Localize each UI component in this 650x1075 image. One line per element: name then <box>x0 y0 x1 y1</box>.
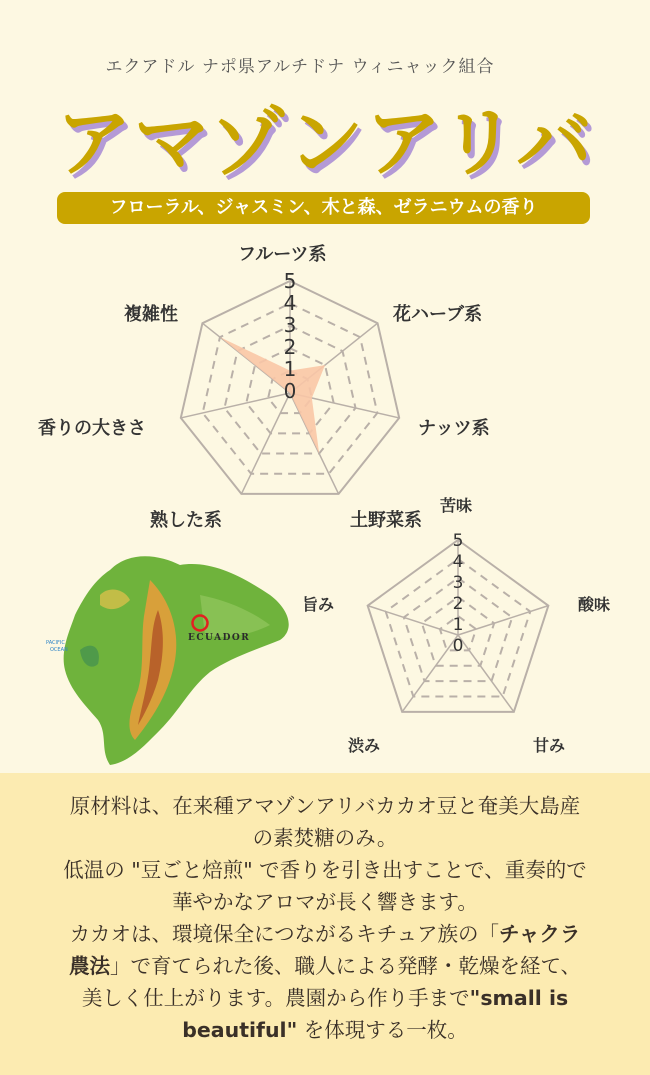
radar-scale-label: 5 <box>452 530 464 551</box>
radar-spoke <box>458 606 548 635</box>
aroma-axis-label: 花ハーブ系 <box>393 304 483 325</box>
radar-scale-label: 2 <box>452 593 464 614</box>
radar-scale-label: 0 <box>452 635 464 656</box>
radar-spoke <box>368 606 458 635</box>
taste-axis-label: 旨み <box>302 595 335 614</box>
description-line: カカオは、環境保全につながるキチュア族の「チャクラ農法」で育てられた後、職人による発酵・乾燥を経て、美しく仕上がります。農園から作り手まで"small is beautiful" を体現する一枚。 <box>68 922 582 1042</box>
description-line: 低温の "豆ごと焙煎" で香りを引き出すことで、重奏的で華やかなアロマが長く響きます。 <box>63 858 587 914</box>
radar-scale-label: 3 <box>452 572 464 593</box>
radar-scale-label: 4 <box>283 291 297 315</box>
aroma-axis-label: 複雑性 <box>124 304 178 325</box>
map-ocean-label: OCEAN <box>50 647 68 653</box>
taste-axis-label: 甘み <box>533 736 566 755</box>
radar-scale-label: 5 <box>283 269 297 293</box>
ecuador-map <box>40 540 300 770</box>
aroma-axis-label: 土野菜系 <box>350 510 422 531</box>
radar-scale-label: 2 <box>283 335 297 359</box>
farming-method: チャクラ農法 <box>68 922 581 978</box>
aroma-axis-label: 香りの大きさ <box>38 418 146 439</box>
product-title: アマゾンアリバ <box>55 98 595 187</box>
radar-data-area <box>220 337 325 453</box>
origin-text: エクアドル ナポ県アルチドナ ウィニャック組合 <box>105 57 495 77</box>
taste-radar-chart <box>368 531 549 712</box>
description-text <box>60 790 590 1046</box>
taste-axis-label: 渋み <box>348 736 381 755</box>
taste-axis-label: 苦味 <box>440 496 473 515</box>
aroma-axis-label: フルーツ系 <box>238 244 327 265</box>
radar-scale-label: 3 <box>283 313 297 337</box>
map-country-label: ECUADOR <box>188 633 251 643</box>
small-is-beautiful: "small is beautiful" <box>182 986 569 1042</box>
aroma-badge: フローラル、ジャスミン、木と森、ゼラニウムの香り <box>57 192 590 224</box>
radar-scale-label: 1 <box>452 614 464 635</box>
radar-spoke <box>241 393 290 494</box>
taste-axis-label: 酸味 <box>578 595 611 614</box>
aroma-axis-label: ナッツ系 <box>418 418 490 439</box>
map-ocean-label: PACIFIC <box>46 640 65 646</box>
description-line: 原材料は、在来種アマゾンアリバカカオ豆と奄美大島産の素焚糖のみ。 <box>69 794 581 850</box>
aroma-radar-chart <box>181 269 399 494</box>
radar-scale-label: 4 <box>452 551 464 572</box>
radar-spoke <box>458 635 514 712</box>
radar-scale-label: 0 <box>283 379 297 403</box>
radar-scale-label: 1 <box>283 357 297 381</box>
aroma-axis-label: 熟した系 <box>150 510 222 531</box>
